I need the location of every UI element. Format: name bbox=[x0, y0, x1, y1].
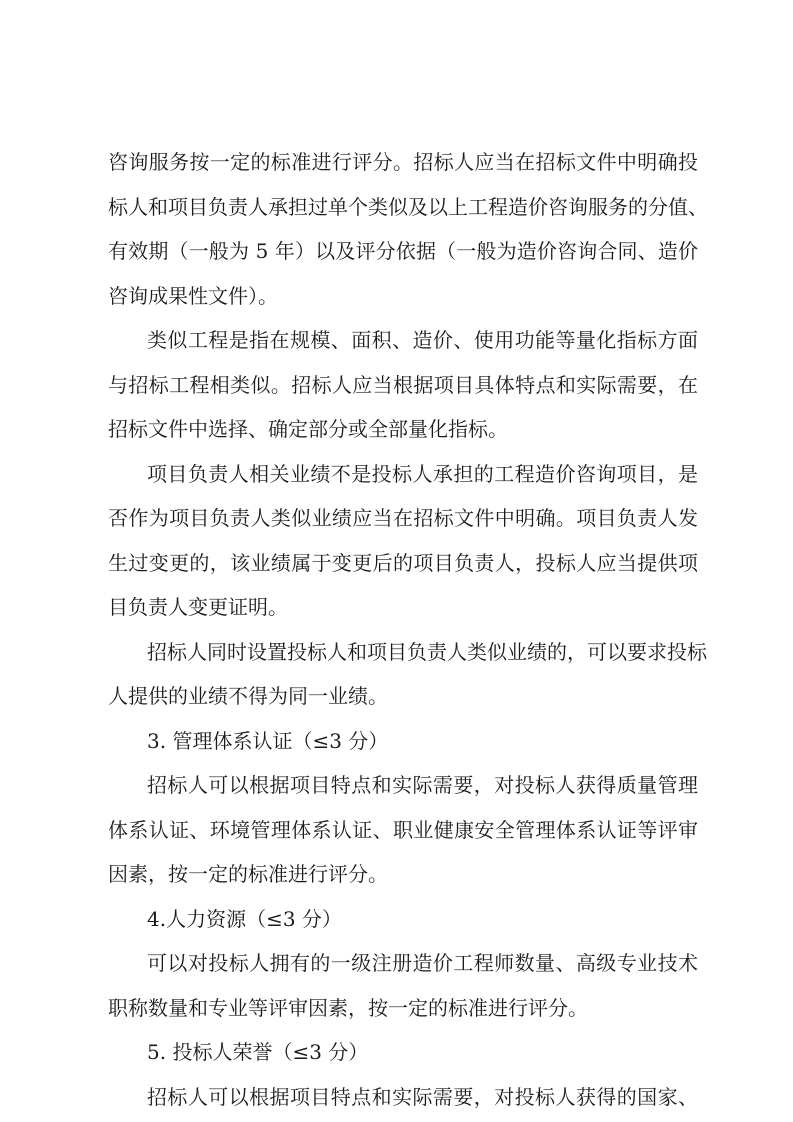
body-text-line: 否作为项目负责人类似业绩应当在招标文件中明确。项目负责人发 bbox=[108, 506, 698, 530]
body-text-line: 招标文件中选择、确定部分或全部量化指标。 bbox=[108, 417, 508, 441]
paragraph-first-line: 招标人可以根据项目特点和实际需要，对投标人获得质量管理 bbox=[147, 773, 698, 797]
body-text-line: 与招标工程相类似。招标人应当根据项目具体特点和实际需要，在 bbox=[108, 373, 698, 397]
paragraph-first-line: 类似工程是指在规模、面积、造价、使用功能等量化指标方面 bbox=[147, 328, 698, 352]
body-text-line: 咨询成果性文件）。 bbox=[108, 284, 278, 308]
paragraph-first-line: 可以对投标人拥有的一级注册造价工程师数量、高级专业技术 bbox=[147, 951, 698, 975]
paragraph-first-line: 招标人同时设置投标人和项目负责人类似业绩的，可以要求投标 bbox=[147, 640, 707, 664]
body-text-line: 目负责人变更证明。 bbox=[108, 595, 288, 619]
section-heading: 3. 管理体系认证（≤3 分） bbox=[147, 729, 389, 753]
section-heading: 4.人力资源（≤3 分） bbox=[147, 907, 342, 931]
body-text-line: 咨询服务按一定的标准进行评分。招标人应当在招标文件中明确投 bbox=[108, 150, 698, 174]
paragraph-first-line: 招标人可以根据项目特点和实际需要，对投标人获得的国家、 bbox=[147, 1085, 698, 1109]
body-text-line: 体系认证、环境管理体系认证、职业健康安全管理体系认证等评审 bbox=[108, 818, 698, 842]
body-text-line: 标人和项目负责人承担过单个类似及以上工程造价咨询服务的分值、 bbox=[108, 195, 708, 219]
body-text-line: 生过变更的，该业绩属于变更后的项目负责人，投标人应当提供项 bbox=[108, 551, 698, 575]
section-heading: 5. 投标人荣誉（≤3 分） bbox=[147, 1040, 369, 1064]
paragraph-first-line: 项目负责人相关业绩不是投标人承担的工程造价咨询项目，是 bbox=[147, 462, 698, 486]
body-text-line: 因素，按一定的标准进行评分。 bbox=[108, 862, 388, 886]
body-text-line: 职称数量和专业等评审因素，按一定的标准进行评分。 bbox=[108, 996, 588, 1020]
body-text-line: 有效期（一般为 5 年）以及评分依据（一般为造价咨询合同、造价 bbox=[108, 239, 698, 263]
body-text-line: 人提供的业绩不得为同一业绩。 bbox=[108, 684, 388, 708]
